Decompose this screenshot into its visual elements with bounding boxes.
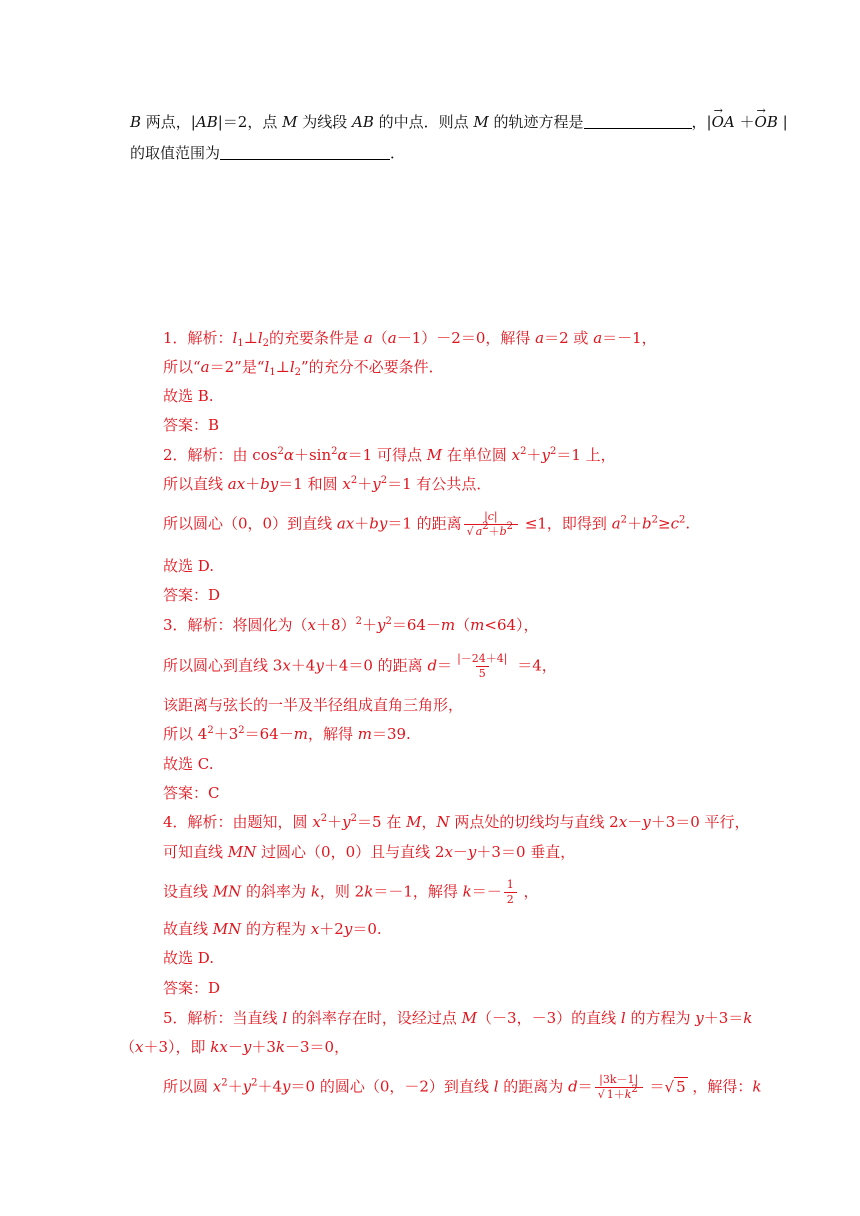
text: ＋	[327, 813, 343, 831]
text: 2	[294, 367, 301, 378]
text: ＝1 的距离	[387, 514, 462, 533]
text: ＝1 有公共点．	[387, 475, 492, 493]
fraction-denominator	[595, 1084, 643, 1102]
text: x	[135, 1038, 144, 1056]
text: ＝	[577, 1077, 593, 1096]
text: 2	[221, 1077, 228, 1089]
text: y	[372, 475, 381, 493]
sqrt-symbol: √ $1+k^2$	[597, 1084, 638, 1101]
text: a	[593, 329, 603, 347]
text: 在单位圆	[442, 446, 512, 464]
text: a	[475, 525, 483, 538]
text: ＝1 可得点	[347, 446, 427, 464]
text: ．	[390, 144, 406, 162]
solution-3-line-2	[163, 652, 557, 681]
text: （	[372, 329, 388, 347]
text: 所以圆心（0，0）到直线	[163, 514, 337, 533]
answer-blank-2	[220, 145, 390, 160]
text: k	[310, 882, 320, 901]
text: 可知直线	[163, 843, 228, 861]
text: 设直线	[163, 882, 213, 901]
solution-4-choice	[163, 948, 214, 968]
text: ⊥	[275, 358, 290, 376]
text: k	[462, 882, 472, 901]
text: ＝－1，	[602, 329, 657, 347]
text: |＝2，点	[217, 113, 283, 131]
text: m	[470, 616, 485, 634]
text: M	[426, 446, 443, 464]
text: ＋3＝	[703, 1009, 744, 1027]
text: 2	[277, 446, 284, 457]
text: 2	[679, 514, 686, 526]
sqrt-five: √ 5	[664, 1077, 686, 1096]
text: MN	[212, 920, 242, 938]
text: a	[387, 329, 397, 347]
text: ＝1 和圆	[278, 475, 343, 493]
text: 2	[506, 521, 514, 532]
text: x	[618, 813, 628, 831]
text: l	[232, 329, 238, 347]
text: l	[282, 1009, 288, 1027]
text: b	[499, 525, 507, 538]
text: d	[568, 1077, 578, 1096]
text: y	[315, 656, 324, 675]
text: ＝－	[471, 882, 502, 901]
text: 所以“	[163, 358, 201, 376]
text: ＝1 上，	[556, 446, 616, 464]
text: y	[467, 843, 477, 861]
text: y	[695, 1009, 704, 1027]
text: ＝2”是“	[209, 358, 265, 376]
text: 2	[549, 446, 557, 457]
text: M	[473, 113, 489, 131]
text: ”的充分不必要条件．	[301, 358, 444, 376]
text: k	[624, 1088, 632, 1101]
text: 1．解析：	[163, 329, 233, 347]
text: ，|	[691, 113, 712, 131]
text: 2	[504, 892, 517, 907]
text: B	[130, 113, 142, 131]
text: 2	[520, 446, 527, 457]
text: 2．解析：由 cos	[163, 446, 278, 464]
solution-3-line-1	[163, 615, 539, 635]
text: 5	[476, 666, 489, 681]
text: ＝	[644, 1077, 665, 1096]
text: －	[452, 843, 468, 861]
text: －	[627, 813, 643, 831]
text: MN	[227, 843, 257, 861]
text: 的取值范围为	[130, 144, 221, 162]
text: 2	[350, 813, 358, 824]
solution-1-line-2	[163, 357, 444, 377]
text: 为线段	[297, 113, 352, 131]
text: ax	[336, 514, 355, 533]
text: 的斜率存在时，设经过点	[287, 1009, 462, 1027]
text: 2	[651, 514, 659, 526]
text: ＋	[627, 514, 643, 533]
question-line-2	[130, 143, 405, 163]
text: 故选 D.	[163, 557, 215, 575]
text: ＋	[488, 525, 500, 538]
text: 所以圆心到直线 3	[163, 656, 283, 675]
solution-3-line-3	[163, 695, 463, 715]
fraction-denominator	[464, 521, 518, 539]
slope-fraction	[504, 878, 517, 907]
text: l	[289, 358, 295, 376]
text: 故选 D.	[163, 949, 215, 967]
text: 答案：D	[163, 979, 221, 997]
solution-1-choice	[163, 386, 214, 406]
text: y	[242, 1077, 252, 1096]
text: 的距离为	[498, 1077, 569, 1096]
text: ＋4	[257, 1077, 283, 1096]
text: 2	[355, 616, 362, 627]
text: ＝2 或	[544, 329, 594, 347]
text: 2	[207, 725, 214, 736]
text: 2	[482, 521, 489, 532]
text: x	[282, 656, 291, 675]
text: 的方程为	[241, 920, 311, 938]
text: （－3，－3）的直线	[477, 1009, 621, 1027]
text: x	[307, 616, 317, 634]
text: 2	[238, 725, 245, 736]
text: （	[455, 616, 471, 634]
text: |－24＋4|	[457, 652, 508, 665]
distance-fraction	[595, 1073, 643, 1102]
text: m	[357, 725, 372, 743]
text: ＋3	[213, 725, 239, 743]
text: 5．解析：当直线	[163, 1009, 283, 1027]
text: a	[200, 358, 210, 376]
text: ＝0.	[352, 920, 382, 938]
solution-4-line-1	[163, 812, 750, 832]
text: 2	[380, 475, 388, 486]
text: by	[260, 475, 279, 493]
sqrt-symbol: √ $a^2+b^2$	[466, 521, 514, 538]
text: 5	[676, 1077, 686, 1096]
text: c	[670, 514, 680, 533]
text: 1	[269, 367, 276, 378]
text: |c|	[484, 510, 498, 523]
text: 的中点．则点	[373, 113, 474, 131]
text: ＝4，	[512, 656, 557, 675]
text: 2	[320, 813, 328, 824]
text: x	[312, 813, 321, 831]
text: 2	[262, 338, 270, 349]
text: l	[264, 358, 270, 376]
text: ＋3＝0 垂直，	[476, 843, 576, 861]
solution-4-line-2	[163, 842, 575, 862]
text: ＋4＝0 的距离	[323, 656, 428, 675]
solution-3-answer	[163, 783, 219, 803]
text: 的斜率为	[241, 882, 311, 901]
text: k	[364, 882, 374, 901]
text: a	[611, 514, 621, 533]
text: ＋	[526, 446, 542, 464]
text: －1）－2＝0，解得	[396, 329, 536, 347]
text: ＋4	[290, 656, 316, 675]
solution-2-line-1	[163, 445, 616, 465]
text: MN	[212, 882, 242, 901]
text: ≤1，即得到	[520, 514, 612, 533]
text: ax	[227, 475, 246, 493]
solution-4-line-3	[163, 878, 539, 907]
text: ＝0 的圆心（0，－2）到直线	[290, 1077, 494, 1096]
text: ＝64－	[244, 725, 294, 743]
text: ，	[518, 882, 539, 901]
text: a	[535, 329, 545, 347]
text: 3．解析：将圆化为（	[163, 616, 308, 634]
text: ＝	[437, 656, 453, 675]
text: M	[461, 1009, 478, 1027]
text: 所以圆	[163, 1077, 213, 1096]
text: ＋	[361, 616, 377, 634]
text: 4．解析：由题知，圆	[163, 813, 313, 831]
text: 所以直线	[163, 475, 228, 493]
question-line-1	[130, 112, 788, 132]
text: k	[743, 1009, 753, 1027]
text: a	[363, 329, 373, 347]
text: l	[257, 329, 263, 347]
text: ＝5 在	[357, 813, 407, 831]
text: 1	[506, 878, 514, 891]
text: b	[642, 514, 652, 533]
text: ，	[421, 813, 437, 831]
text: 2	[620, 514, 628, 526]
text: y	[342, 813, 351, 831]
text: ＋sin	[293, 446, 332, 464]
solution-3-line-4	[163, 724, 411, 744]
text: y	[343, 920, 353, 938]
text: x	[310, 920, 320, 938]
text: k	[752, 1077, 762, 1096]
text: 的方程为	[625, 1009, 696, 1027]
text: k	[275, 1038, 285, 1056]
text: ＋3），即	[143, 1038, 211, 1056]
text: 故选 B.	[163, 387, 214, 405]
text: M	[406, 813, 422, 831]
text: ＋	[354, 514, 370, 533]
text: y	[242, 1038, 252, 1056]
text: y	[642, 813, 651, 831]
text: －3＝0，	[285, 1038, 350, 1056]
solution-2-line-3	[163, 510, 690, 539]
text: x	[212, 1077, 222, 1096]
text: 故选 C.	[163, 755, 214, 773]
text: 2	[631, 1084, 638, 1095]
text: ，解得：	[687, 1077, 753, 1096]
text: ＋	[227, 1077, 243, 1096]
solution-1-line-1	[163, 328, 657, 348]
text: ＝－1，解得	[373, 882, 463, 901]
solution-5-line-1	[163, 1008, 752, 1028]
text: ＋8）	[316, 616, 356, 634]
solution-2-answer	[163, 585, 220, 605]
text: ＝39.	[371, 725, 411, 743]
text: ＋3	[251, 1038, 276, 1056]
text: x	[342, 475, 351, 493]
text: |3k－1|	[599, 1073, 639, 1086]
text: .	[685, 514, 691, 533]
text: 答案：C	[163, 784, 220, 802]
solution-4-line-4	[163, 919, 382, 939]
text: by	[369, 514, 388, 533]
text: （	[120, 1038, 136, 1056]
text: M	[282, 113, 298, 131]
text: ，解得	[307, 725, 358, 743]
solution-5-line-3	[163, 1073, 762, 1102]
text: 答案：B	[163, 416, 220, 434]
text: 两点处的切线均与直线 2	[449, 813, 619, 831]
text: 2	[331, 446, 338, 457]
text: kx	[210, 1038, 228, 1056]
distance-fraction	[454, 652, 510, 681]
text: 2	[350, 475, 358, 486]
text: 2	[251, 1077, 258, 1089]
text: d	[427, 656, 438, 675]
text: l	[493, 1077, 499, 1096]
text: y	[541, 446, 550, 464]
text: 1＋	[606, 1088, 625, 1101]
text: －	[227, 1038, 243, 1056]
text: 答案：D	[163, 586, 221, 604]
solution-2-line-2	[163, 474, 491, 494]
text: AB	[352, 113, 374, 131]
text: y	[282, 1077, 291, 1096]
text: 2	[385, 616, 392, 627]
text: 的轨迹方程是	[488, 113, 584, 131]
solution-5-line-2	[120, 1037, 349, 1057]
text: ＋3＝0 平行，	[650, 813, 750, 831]
text: 的充要条件是	[269, 329, 364, 347]
text: m	[440, 616, 456, 634]
text: AB	[195, 113, 218, 131]
text: α	[283, 446, 294, 464]
text: 1	[237, 338, 244, 349]
text: ＝64－	[391, 616, 441, 634]
solution-2-choice	[163, 556, 214, 576]
vector-ob: → OB	[755, 112, 778, 132]
text: ⊥	[243, 329, 258, 347]
text: |	[782, 113, 788, 131]
solution-3-choice	[163, 754, 213, 774]
solution-4-answer	[163, 978, 220, 998]
text: 过圆心（0，0）且与直线 2	[256, 843, 445, 861]
text: 两点，|	[141, 113, 196, 131]
text: ≥	[658, 514, 671, 533]
text: 所以 4	[163, 725, 208, 743]
text: <64），	[484, 616, 539, 634]
text: l	[620, 1009, 626, 1027]
text: ＋	[245, 475, 261, 493]
text: x	[511, 446, 521, 464]
text: 该距离与弦长的一半及半径组成直角三角形，	[163, 696, 464, 714]
text: x	[444, 843, 453, 861]
answer-blank-1	[584, 114, 692, 129]
text: α	[337, 446, 348, 464]
text: ，则 2	[319, 882, 365, 901]
text: ＋	[739, 113, 755, 131]
vector-oa: → OA	[712, 112, 735, 132]
text: ＋2	[319, 920, 344, 938]
distance-fraction	[464, 510, 518, 539]
text: N	[436, 813, 450, 831]
text: 故直线	[163, 920, 213, 938]
text: ＋	[357, 475, 373, 493]
solution-1-answer	[163, 415, 219, 435]
text: y	[376, 616, 386, 634]
text: m	[293, 725, 308, 743]
